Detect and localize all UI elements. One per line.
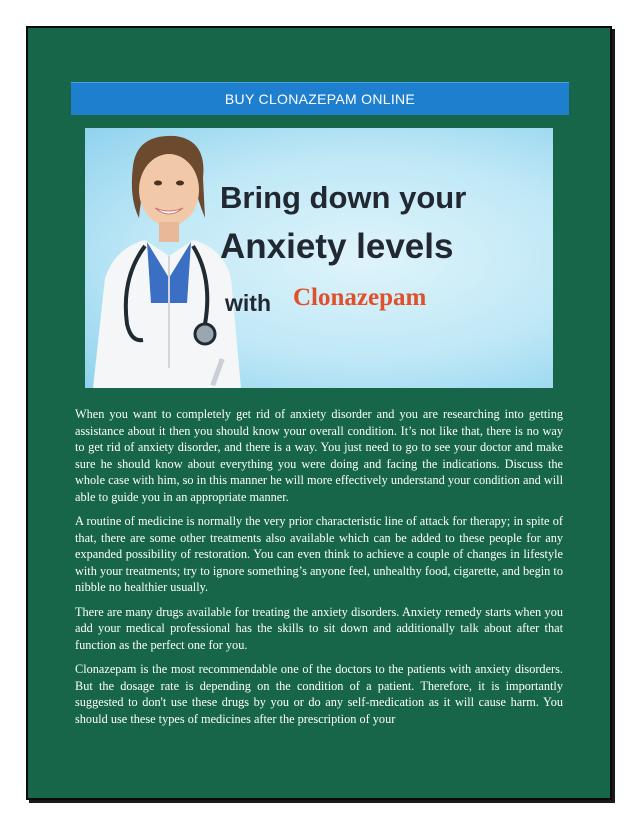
banner-headline-line1: Bring down your <box>220 180 467 215</box>
banner-brand-name: Clonazepam <box>293 284 427 311</box>
title-bar <box>71 82 569 115</box>
banner-headline-line2: Anxiety levels <box>220 227 454 266</box>
paragraph: When you want to completely get rid of anxiety disorder and you are researching into getting assistance about it then you should know your overall condition. It’s not like that, there is no way to get rid of anxiety disorder, and there is a way. You just need to go to see your doctor and make sure he should know about everything you were doing and facing the indications. Discuss the whole case with him, so in this manner he will more effectively understand your condition and will able to guide you in an appropriate manner. <box>75 407 563 504</box>
document-page <box>26 26 612 800</box>
article-body <box>75 406 563 735</box>
paragraph: Clonazepam is the most recommendable one of the doctors to the patients with anxiety disorders. But the dosage rate is depending on the condition of a patient. Therefore, it is importantly suggested to don't use these drugs by you or do any self-medication as it will cause harm. You should use these types of medicines after the prescription of your <box>75 662 563 726</box>
page-title: BUY CLONAZEPAM ONLINE <box>224 91 416 107</box>
paragraph: There are many drugs available for treating the anxiety disorders. Anxiety remedy starts when you add your medical professional has the skills to sit down and additionally talk about after that function as the perfect one for you. <box>75 604 563 652</box>
banner-with-text: with <box>225 290 271 316</box>
promo-banner <box>85 128 553 388</box>
paragraph: A routine of medicine is normally the very prior characteristic line of attack for therapy; in spite of that, there are some other treatments also available which can be added to these people for any expanded possibility of restoration. You can even think to achieve a couple of changes in lifestyle with your treatments; try to ignore something’s anyone feel, unhealthy food, cigarette, and begin to nibble no healthier usually. <box>75 514 563 594</box>
